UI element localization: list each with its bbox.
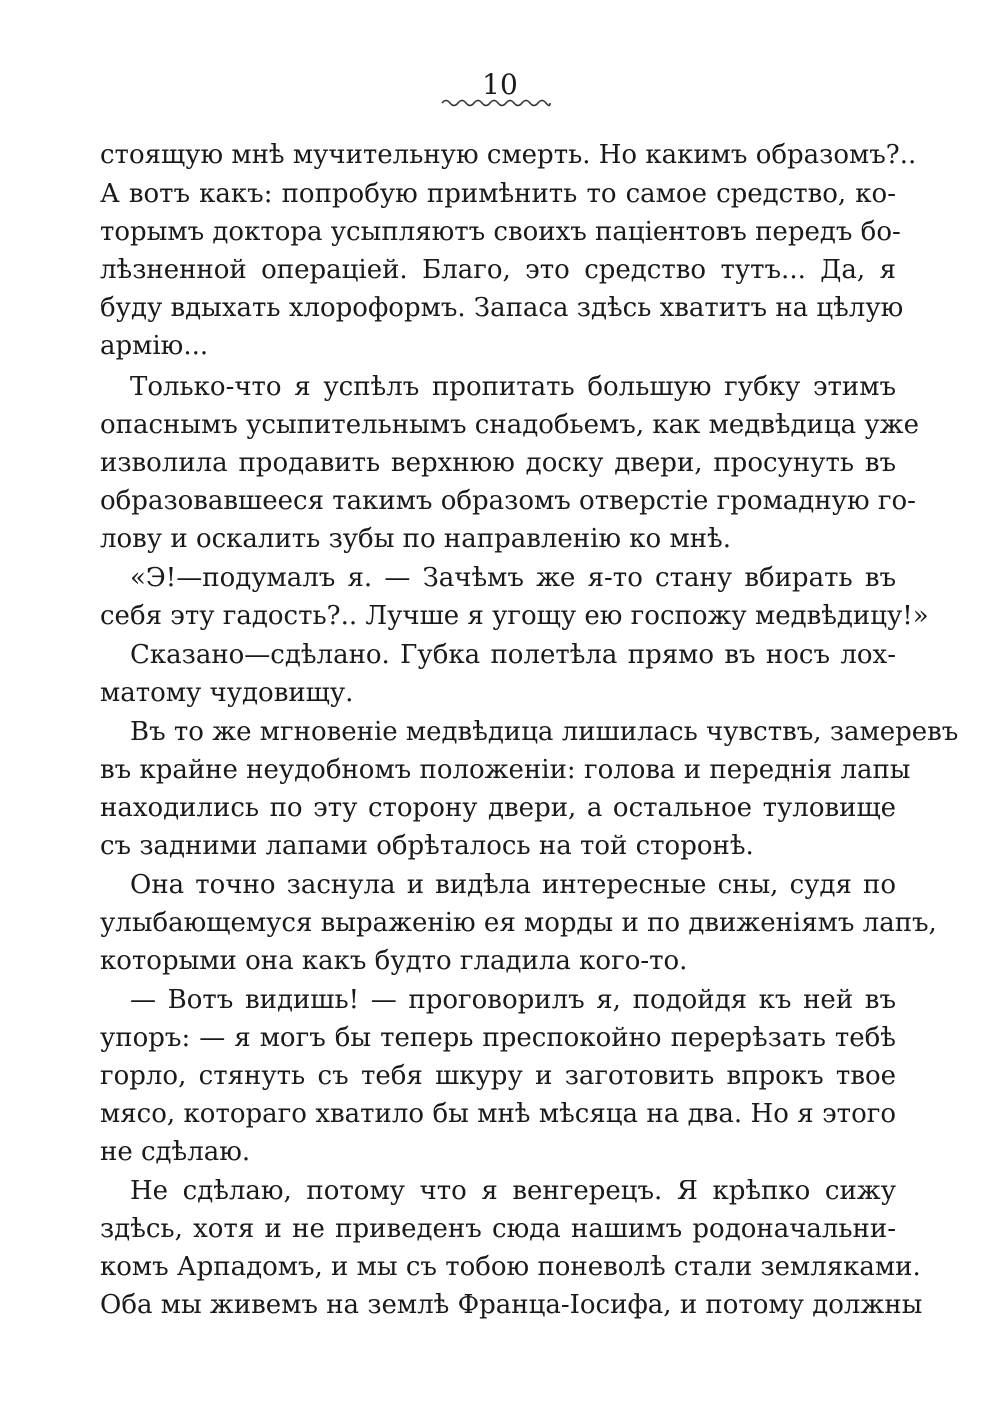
text-line: Сказано—сдѣлано. Губка полетѣла прямо въ носъ лох- bbox=[130, 640, 896, 670]
text-line: Оба мы живемъ на землѣ Франца-Іосифа, и потому должны bbox=[100, 1290, 923, 1320]
text-line: которыми она какъ будто гладила кого-то. bbox=[100, 946, 688, 976]
text-line: находились по эту сторону двери, а остальное туловище bbox=[100, 793, 896, 823]
text-line: лову и оскалить зубы по направленію ко мнѣ. bbox=[100, 524, 731, 554]
text-line: съ задними лапами обрѣталось на той сторонѣ. bbox=[100, 831, 754, 861]
text-line: улыбающемуся выраженію ея морды и по движеніямъ лапъ, bbox=[100, 908, 937, 938]
text-line: не сдѣлаю. bbox=[100, 1137, 251, 1167]
text-line: въ крайне неудобномъ положеніи: голова и переднія лапы bbox=[100, 755, 911, 785]
text-line: опаснымъ усыпительнымъ снадобьемъ, как медвѣдица уже bbox=[100, 410, 919, 440]
text-line: упоръ: — я могъ бы теперь преспокойно перерѣзать тебѣ bbox=[100, 1023, 896, 1053]
text-line: Она точно заснула и видѣла интересные сны, судя по bbox=[130, 870, 896, 900]
text-line: себя эту гадость?.. Лучше я угощу ею госпожу медвѣдицу!» bbox=[100, 601, 929, 631]
page-number: 10 bbox=[482, 68, 518, 101]
text-line: Не сдѣлаю, потому что я венгерецъ. Я крѣпко сижу bbox=[130, 1176, 896, 1206]
text-line: мясо, котораго хватило бы мнѣ мѣсяца на два. Но я этого bbox=[100, 1099, 896, 1129]
text-line: Въ то же мгновеніе медвѣдица лишилась чувствъ, замеревъ bbox=[130, 717, 959, 747]
text-line: здѣсь, хотя и не приведенъ сюда нашимъ родоначальни- bbox=[100, 1214, 896, 1244]
text-line: торымъ доктора усыпляютъ своихъ паціентовъ передъ бо- bbox=[100, 217, 901, 247]
text-line: буду вдыхать хлороформъ. Запаса здѣсь хватитъ на цѣлую bbox=[100, 293, 904, 323]
text-line: комъ Арпадомъ, и мы съ тобою поневолѣ стали земляками. bbox=[100, 1252, 921, 1282]
text-line: образовавшееся такимъ образомъ отверстіе громадную го- bbox=[100, 486, 916, 516]
text-line: «Э!—подумалъ я. — Зачѣмъ же я-то стану вбирать въ bbox=[130, 563, 896, 593]
wavy-ornament bbox=[440, 96, 552, 110]
text-line: — Вотъ видишь! — проговорилъ я, подойдя къ ней въ bbox=[130, 985, 896, 1015]
text-line: армію... bbox=[100, 331, 209, 361]
text-line: А вотъ какъ: попробую примѣнить то самое средство, ко- bbox=[100, 179, 896, 209]
text-line: Только-что я успѣлъ пропитать большую губку этимъ bbox=[130, 372, 896, 402]
text-line: стоящую мнѣ мучительную смерть. Но какимъ образомъ?.. bbox=[100, 140, 917, 170]
text-line: горло, стянуть съ тебя шкуру и заготовить впрокъ твое bbox=[100, 1061, 896, 1091]
text-line: матому чудовищу. bbox=[100, 678, 354, 708]
text-line: изволила продавить верхнюю доску двери, просунуть въ bbox=[100, 448, 896, 478]
text-line: лѣзненной операціей. Благо, это средство тутъ... Да, я bbox=[100, 255, 896, 285]
